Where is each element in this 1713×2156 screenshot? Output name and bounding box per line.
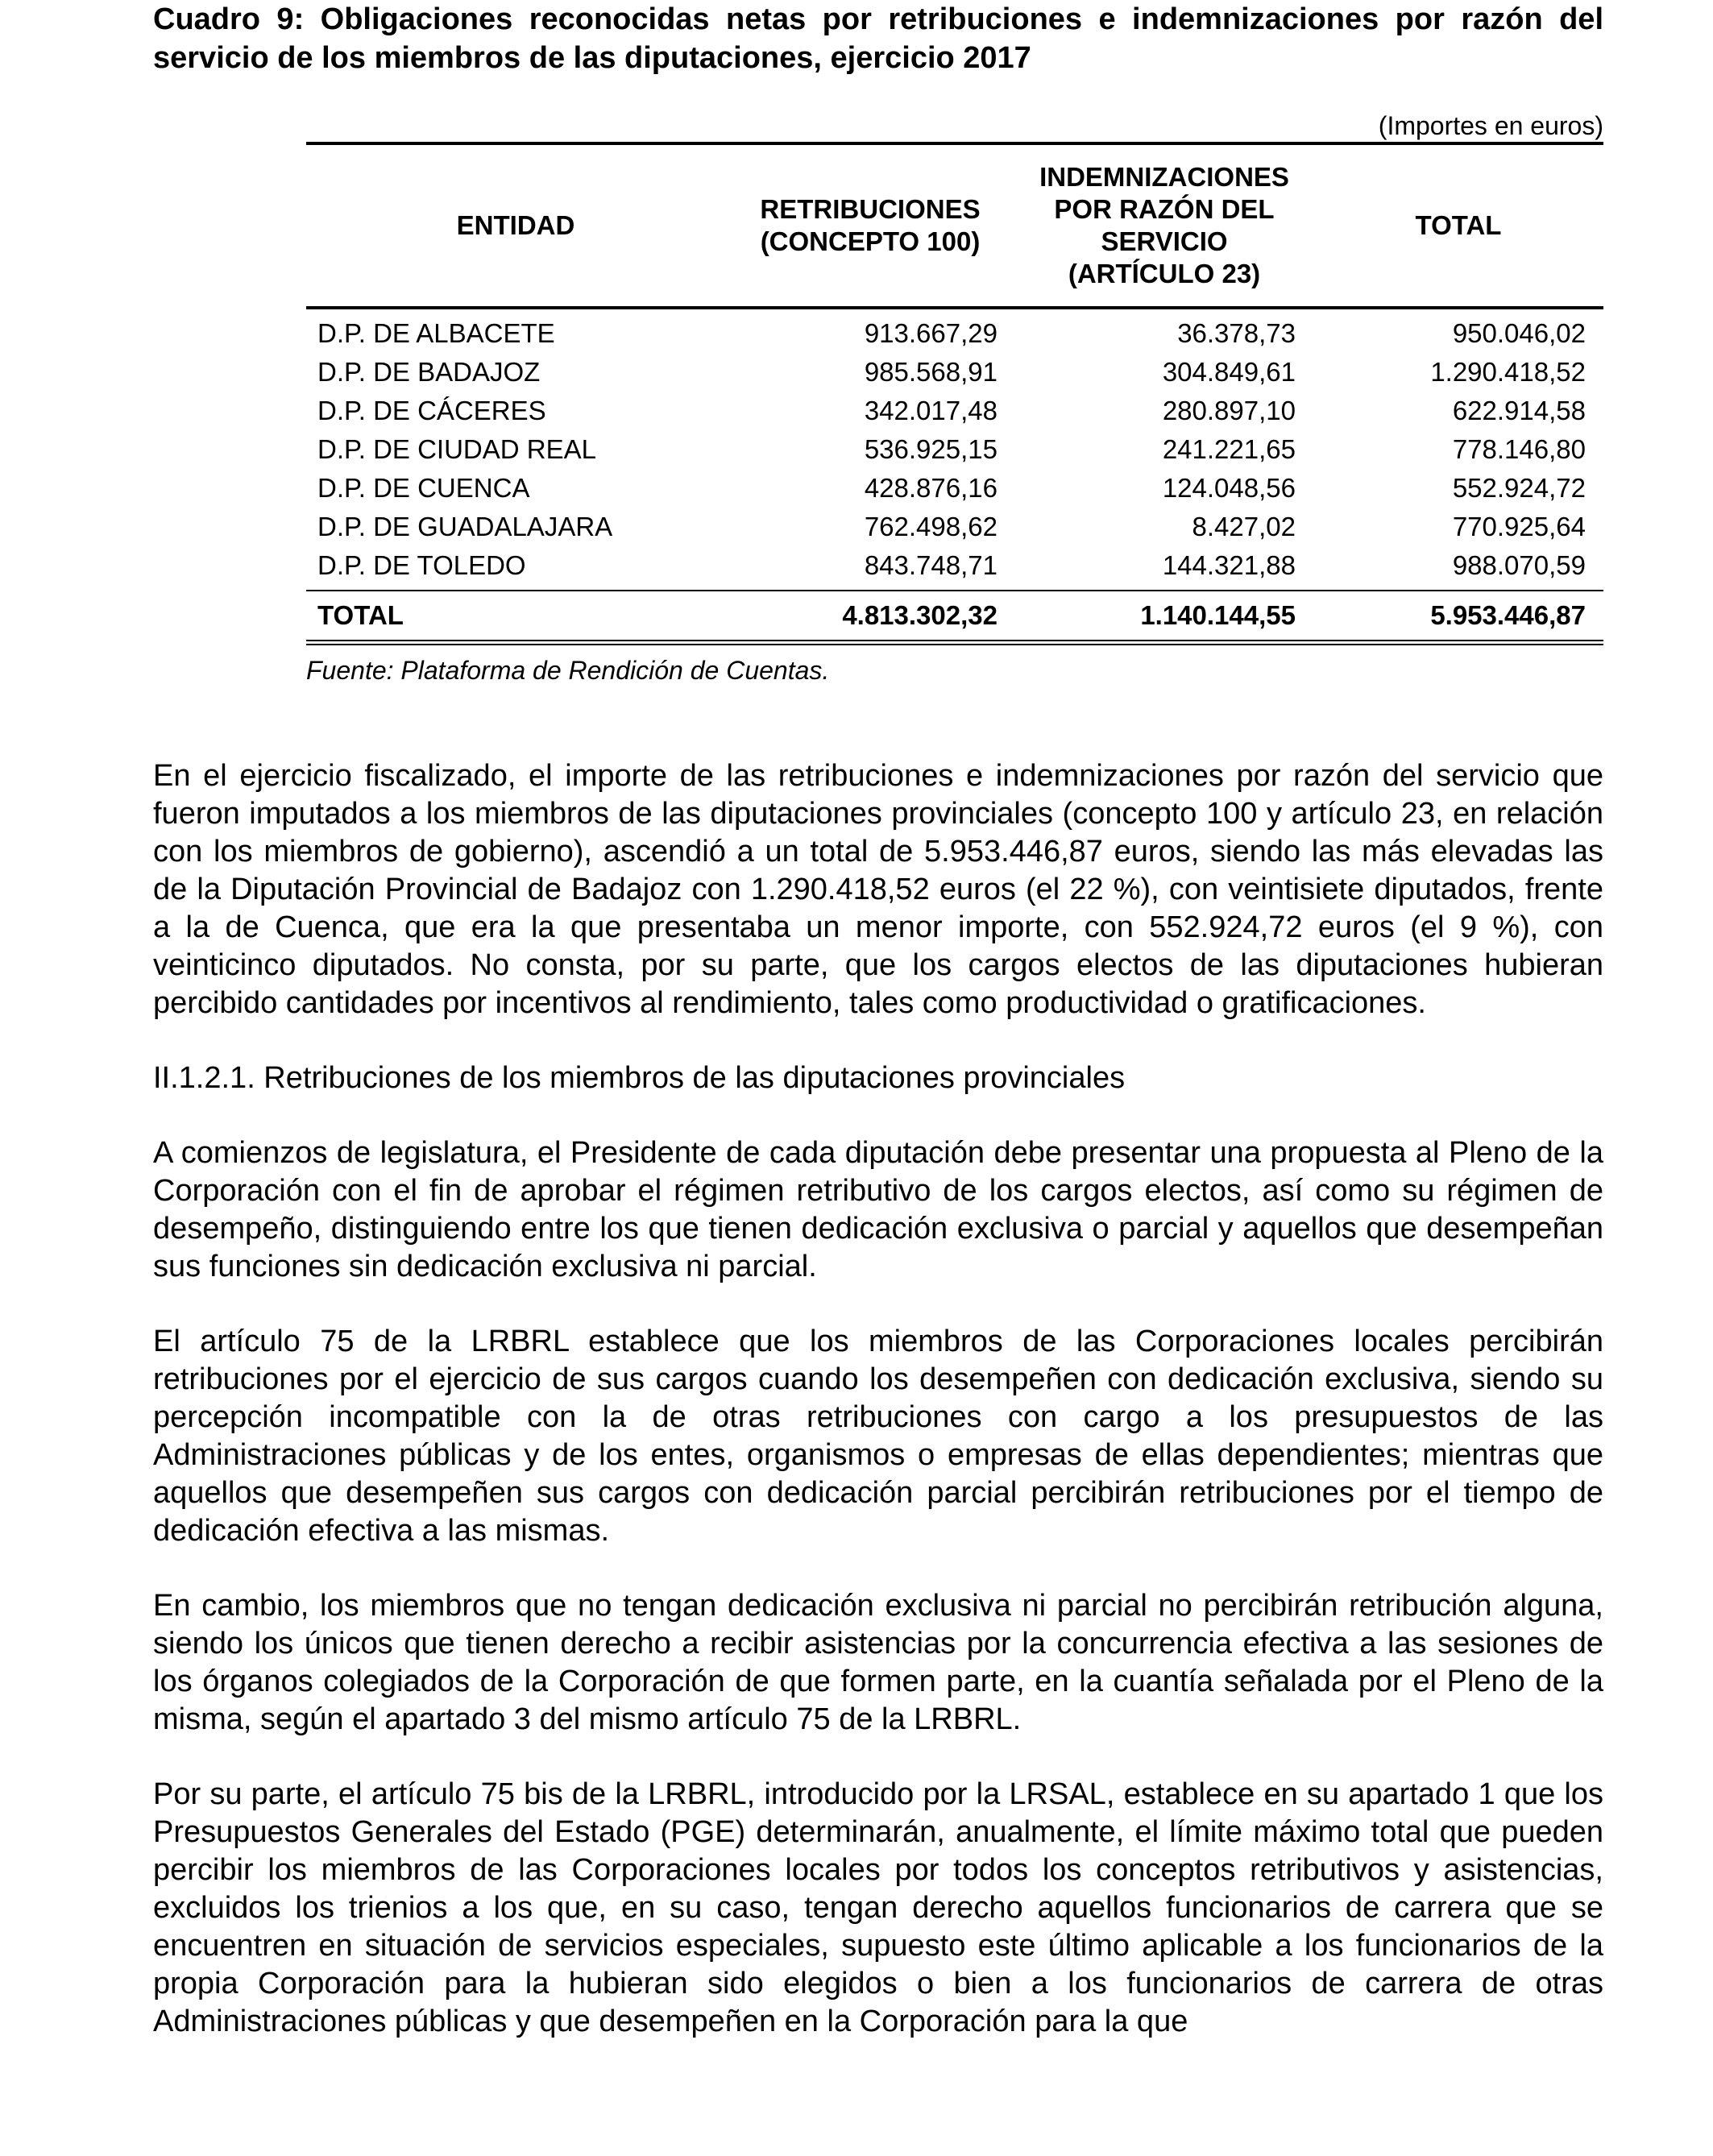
cell-entidad: D.P. DE CIUDAD REAL (317, 434, 596, 464)
cell-retribuciones: 985.568,91 (864, 357, 998, 387)
total-label: TOTAL (306, 591, 725, 643)
table-row (306, 430, 1603, 469)
cell-retribuciones: 913.667,29 (864, 318, 998, 348)
table-container (306, 142, 1603, 645)
cell-total: 778.146,80 (1452, 434, 1586, 464)
header-entidad (306, 143, 725, 308)
cell-retribuciones: 843.748,71 (725, 546, 1015, 591)
table-row (306, 469, 1603, 508)
header-retribuciones (725, 143, 1015, 308)
header-retribuciones-line2: (CONCEPTO 100) (760, 226, 981, 256)
section-heading: II.1.2.1. Retribuciones de los miembros de las diputaciones provinciales (153, 1061, 1126, 1095)
table-source-note: Fuente: Plataforma de Rendición de Cuentas. (306, 656, 830, 685)
cell-indemnizaciones: 8.427,02 (1192, 512, 1296, 541)
cell-indemnizaciones: 304.849,61 (1162, 357, 1296, 387)
table-row (306, 308, 1603, 353)
cell-indemnizaciones: 280.897,10 (1162, 396, 1296, 425)
body-text (153, 757, 1603, 2078)
cell-retribuciones: 342.017,48 (864, 396, 998, 425)
cell-indemnizaciones: 241.221,65 (1162, 434, 1296, 464)
header-retribuciones-line1: RETRIBUCIONES (760, 194, 981, 224)
cell-total: 1.290.418,52 (1430, 357, 1586, 387)
cell-entidad: D.P. DE GUADALAJARA (317, 512, 613, 541)
cell-indemnizaciones: 124.048,56 (1162, 473, 1296, 503)
cell-entidad: D.P. DE CUENCA (317, 473, 530, 503)
table-total-row (306, 591, 1603, 643)
cell-indemnizaciones: 144.321,88 (1015, 546, 1313, 591)
paragraph: En cambio, los miembros que no tengan dedicación exclusiva ni parcial no percibirán retribución alguna, siendo los únicos que tienen derecho a recibir asistencias por la concurrencia efectiva a las sesiones de los órganos colegiados de la Corporación de que formen parte, en la cuantía señalada por el Pleno de la misma, según el apartado 3 del mismo artículo 75 de la LRBRL. (153, 1589, 1603, 1736)
cell-entidad: D.P. DE CÁCERES (317, 396, 546, 425)
cell-total: 622.914,58 (1452, 396, 1586, 425)
units-note: (Importes en euros) (1378, 111, 1603, 140)
total-indemnizaciones: 1.140.144,55 (1015, 591, 1313, 643)
header-entidad-label: ENTIDAD (456, 210, 575, 240)
table-row (306, 546, 1603, 591)
total-total: 5.953.446,87 (1313, 591, 1603, 643)
cell-retribuciones: 428.876,16 (864, 473, 998, 503)
cell-total: 770.925,64 (1452, 512, 1586, 541)
paragraph: El artículo 75 de la LRBRL establece que los miembros de las Corporaciones locales percibirán retribuciones por el ejercicio de sus cargos cuando los desempeñen con dedicación exclusiva, siendo su percepción incompatible con la de otras retribuciones con cargo a los presupuestos de las Administraciones públicas y de los entes, organismos o empresas de ellas dependientes; mientras que aquellos que desempeñen sus cargos con dedicación parcial percibirán retribuciones por el tiempo de dedicación efectiva a las mismas. (153, 1325, 1603, 1548)
cell-indemnizaciones: 36.378,73 (1177, 318, 1296, 348)
header-total-label: TOTAL (1415, 210, 1502, 240)
cell-entidad: D.P. DE ALBACETE (317, 318, 555, 348)
paragraph: En el ejercicio fiscalizado, el importe de las retribuciones e indemnizaciones por razón del servicio que fueron imputados a los miembros de las diputaciones provinciales (concepto 100 y artículo 23, en relación con los miembros de gobierno), ascendió a un total de 5.953.446,87 euros, siendo las más elevadas las de la Diputación Provincial de Badajoz con 1.290.418,52 euros (el 22 %), con veintisiete diputados, frente a la de Cuenca, que era la que presentaba un menor importe, con 552.924,72 euros (el 9 %), con veinticinco diputados. No consta, por su parte, que los cargos electos de las diputaciones hubieran percibido cantidades por incentivos al rendimiento, tales como productividad o gratificaciones. (153, 759, 1603, 1020)
cell-retribuciones: 536.925,15 (864, 434, 998, 464)
header-indemnizaciones-line2: POR RAZÓN DEL (1054, 194, 1275, 224)
header-indemnizaciones (1015, 143, 1313, 308)
cell-retribuciones: 762.498,62 (864, 512, 998, 541)
cell-total: 988.070,59 (1313, 546, 1603, 591)
table-header-row (306, 143, 1603, 308)
table-row (306, 353, 1603, 392)
cell-total: 950.046,02 (1452, 318, 1586, 348)
obligations-table (306, 142, 1603, 645)
header-indemnizaciones-line3: SERVICIO (1101, 226, 1228, 256)
cell-entidad: D.P. DE TOLEDO (306, 546, 725, 591)
header-indemnizaciones-line4: (ARTÍCULO 23) (1068, 259, 1261, 288)
paragraph: Por su parte, el artículo 75 bis de la LRBRL, introducido por la LRSAL, establece en su apartado 1 que los Presupuestos Generales del Estado (PGE) determinarán, anualmente, el límite máximo total que pueden percibir los miembros de las Corporaciones locales por todos los conceptos retributivos y asistencias, excluidos los trienios a los que, en su caso, tengan derecho aquellos funcionarios de carrera que se encuentren en situación de servicios especiales, supuesto este último aplicable a los funcionarios de la propia Corporación para la hubieran sido elegidos o bien a los funcionarios de carrera de otras Administraciones públicas y que desempeñen en la Corporación para la que (153, 1777, 1603, 2038)
total-retribuciones: 4.813.302,32 (725, 591, 1015, 643)
cell-entidad: D.P. DE BADAJOZ (317, 357, 541, 387)
table-caption: Cuadro 9: Obligaciones reconocidas netas por retribuciones e indemnizaciones por razón del servicio de los miembros de las diputaciones, ejercicio 2017 (153, 2, 1603, 75)
table-row (306, 508, 1603, 546)
header-indemnizaciones-line1: INDEMNIZACIONES (1039, 162, 1289, 192)
table-row (306, 392, 1603, 430)
paragraph: A comienzos de legislatura, el Presidente de cada diputación debe presentar una propuesta al Pleno de la Corporación con el fin de aprobar el régimen retributivo de los cargos electos, así como su régimen de desempeño, distinguiendo entre los que tienen dedicación exclusiva o parcial y aquellos que desempeñan sus funciones sin dedicación exclusiva ni parcial. (153, 1136, 1603, 1283)
cell-total: 552.924,72 (1452, 473, 1586, 503)
header-total (1313, 143, 1603, 308)
